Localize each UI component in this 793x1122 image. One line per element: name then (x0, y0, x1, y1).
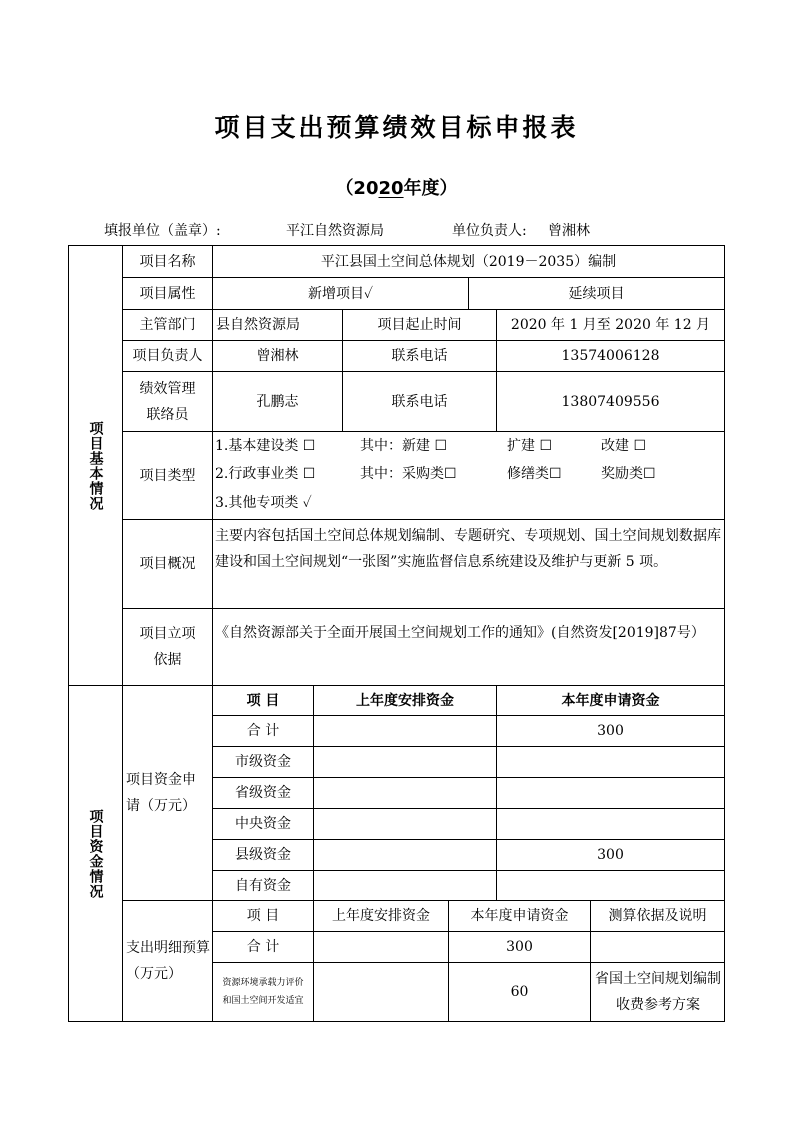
project-attr-continue: 延续项目 (568, 285, 625, 302)
filler-unit-value: 平江自然资源局 (286, 223, 384, 239)
owner-label: 项目负责人 (132, 348, 203, 364)
project-name-label: 项目名称 (139, 253, 196, 270)
funds-row-this (497, 747, 724, 777)
funds-head-last: 上年度安排资金 (356, 692, 454, 709)
owner-value: 曾湘林 (256, 348, 299, 364)
dept-label: 主管部门 (139, 317, 196, 333)
funds-row-last (314, 778, 496, 808)
detail-row-this: 60 (510, 984, 529, 1000)
overview-text: 主要内容包括国土空间总体规划编制、专题研究、专项规划、国土空间规划数据库建设和国土空间规划“一张图”实施监督信息系统建设及维护与更新 5 项。 (215, 528, 721, 570)
type-row-1: 1.基本建设类 ☐ 其中：新建 ☐ 扩建 ☐ 改建 ☐ (215, 438, 647, 454)
detail-row-item: 资源环境承载力评价 和国土空间开发适宜 (222, 978, 304, 1006)
overview-label: 项目概况 (139, 556, 196, 572)
detail-row-last (314, 963, 448, 1021)
basis-text: 《自然资源部关于全面开展国土空间规划工作的通知》(自然资发[2019]87号） (215, 625, 705, 641)
funds-row-this: 300 (597, 847, 624, 863)
funds-row-item: 自有资金 (235, 877, 291, 894)
detail-head-this: 本年度申请资金 (470, 908, 569, 924)
funds-head-item: 项 目 (246, 692, 280, 709)
funds-row-item: 县级资金 (235, 847, 291, 863)
detail-total-basis (591, 932, 724, 962)
year-line: （2020年度） (335, 178, 458, 199)
filler-head-label: 单位负责人: (452, 223, 527, 239)
type-row-3: 3.其他专项类 ✓ (215, 495, 312, 511)
detail-head-basis: 测算依据及说明 (608, 908, 707, 924)
type-label: 项目类型 (139, 467, 196, 484)
project-attr-new: 新增项目✓ (307, 285, 374, 302)
type-row-2: 2.行政事业类 ☐ 其中：采购类☐ 修缮类☐ 奖励类☐ (215, 466, 656, 482)
funds-row-item: 中央资金 (235, 816, 291, 832)
funds-row-last (314, 809, 496, 839)
funds-head-this: 本年度申请资金 (561, 692, 660, 709)
year-value: 20 (378, 178, 404, 199)
detail-total-this: 300 (506, 939, 533, 955)
dept-value: 县自然资源局 (216, 317, 300, 333)
perf-contact-value: 孔鹏志 (256, 393, 299, 410)
detail-budget-label: 支出明细预算（万元） (126, 940, 210, 982)
funds-row-item: 合 计 (246, 723, 280, 739)
section-basic-label: 项目基本情况 (87, 420, 104, 511)
funds-row-last (314, 747, 496, 777)
funds-row-item: 省级资金 (235, 785, 291, 801)
period-label: 项目起止时间 (377, 317, 462, 333)
perf-phone-label: 联系电话 (391, 393, 448, 410)
funds-row-last (314, 716, 496, 746)
funds-row-this (497, 778, 724, 808)
funds-apply-label: 项目资金申请（万元） (126, 772, 196, 814)
form-title: 项目支出预算绩效目标申报表 (214, 113, 579, 142)
detail-total-last (314, 932, 448, 962)
period-value: 2020 年 1 月至 2020 年 12 月 (510, 317, 711, 333)
section-funds-label: 项目资金情况 (87, 808, 104, 899)
perf-phone-value: 13807409556 (561, 393, 660, 410)
owner-phone-value: 13574006128 (561, 348, 660, 364)
basis-label: 项目立项 依据 (139, 626, 196, 668)
funds-row-this (497, 871, 724, 900)
funds-row-item: 市级资金 (235, 754, 291, 770)
funds-row-this: 300 (597, 723, 624, 739)
detail-row-basis: 省国土空间规划编制收费参考方案 (595, 971, 721, 1013)
funds-row-this (497, 809, 724, 839)
project-name-value: 平江县国土空间总体规划（2019－2035）编制 (320, 253, 617, 270)
detail-total-item: 合 计 (246, 939, 280, 955)
funds-row-last (314, 871, 496, 900)
detail-head-item: 项 目 (246, 908, 280, 924)
perf-contact-label: 绩效管理 联络员 (139, 380, 196, 423)
detail-head-last: 上年度安排资金 (332, 908, 430, 924)
filler-head-value: 曾湘林 (548, 223, 590, 239)
funds-row-last (314, 840, 496, 870)
filler-unit-label: 填报单位（盖章）: (104, 223, 221, 239)
project-attr-label: 项目属性 (139, 285, 196, 302)
owner-phone-label: 联系电话 (391, 348, 448, 364)
